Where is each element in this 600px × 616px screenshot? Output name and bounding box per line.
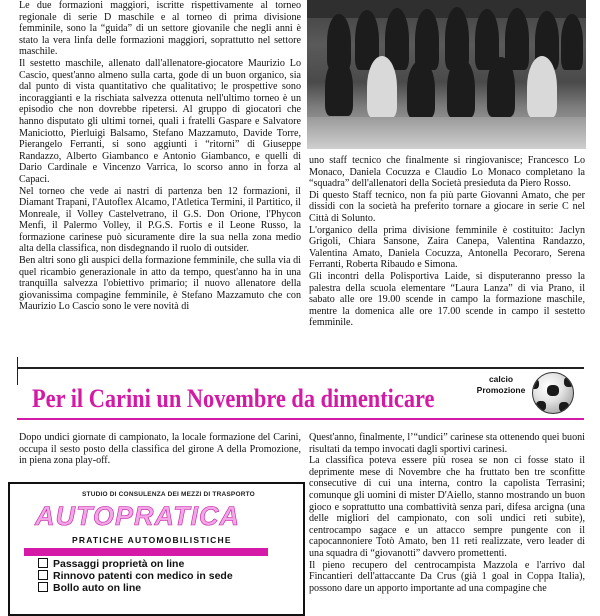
paragraph: uno staff tecnico che finalmente si ringiovanisce; Francesco Lo Monaco, Daniela Cocuzza e Claudio Lo Monaco completano la “squadra” dell'allenatori della Società presieduta da Piero Rosso. xyxy=(309,155,585,190)
photo-player xyxy=(505,8,529,70)
ad-service-label: Rinnovo patenti con medico in sede xyxy=(53,570,233,582)
photo-player xyxy=(447,58,475,118)
photo-player xyxy=(487,57,515,117)
checkbox-icon xyxy=(38,582,48,592)
divider-vertical xyxy=(17,357,18,385)
photo-player xyxy=(325,58,353,116)
paragraph: Dopo undici giornate di campionato, la locale formazione del Carini, occupa il sesto posto della classifica del girone A della Promozione, in piena zona play-off. xyxy=(19,432,301,467)
paragraph: Ben altri sono gli auspici della formazione femminile, che sulla via di quel ricambio generazionale in atto da tempo, quest'anno ha in una tranquilla salvezza l'obiettivo primario; il nuovo allenatore della giovanissima compagine femminile, è Stefano Mazzamuto che con Maurizio Lo Cascio sono le vere novità di xyxy=(19,255,301,313)
paragraph: Il sestetto maschile, allenato dall'allenatore-giocatore Maurizio Lo Cascio, quest'anno almeno sulla carta, gode di un buon organico, sia dal punto di vista quantitativo che qualitativo; le prospettive sono incoraggianti e la rischiata salvezza ottenuta nell'ultimo torneo è un episodio che non dovrebbe ripetersi. Al gruppo di giocatori che hanno disputato gli ultimi tornei, quali i fratelli Gaspare e Salvatore Maniciotto, Pierluigi Balsamo, Stefano Mazzamuto, Davide Torre, Pierangelo Ferranti, si sono aggiunti i “ritorni” di Giuseppe Randazzo, Alberto Giambanco e Antonio Giambanco, e quelli di Dario Cardinale e Vincenzo Varrica, lo scorso anno in forza al Capaci. xyxy=(19,57,301,185)
checkbox-icon xyxy=(38,558,48,568)
paragraph: Nel torneo che vede ai nastri di partenza ben 12 formazioni, il Diamant Trapani, l'Autoflex Alcamo, l'Atletica Termini, il Partitico, il Monreale, il Volley Castelvetrano, il G.S. Don Orione, l'Phycon Menfi, il Palermo Volley, il P.G.S. Fortis e il Leone Russo, la formazione carinese può sicuramente dire la sua nella zona medio alta della classifica, non disdegnando il ruolo di outsider. xyxy=(19,185,301,255)
paragraph: Gli incontri della Polisportiva Laide, si disputeranno presso la palestra della scuola elementare “Laura Lanza” di via Prano, il sabato alle ore 19.00 scende in campo la formazione maschile, mentre la domenica alle ore 17.00 scende in campo il sestetto femminile. xyxy=(309,270,585,329)
list-item xyxy=(38,558,288,570)
ad-service-label: Passaggi proprietà on line xyxy=(53,558,185,570)
divider-headline xyxy=(17,418,584,420)
photo-player xyxy=(527,56,557,118)
section-sport: calcio xyxy=(488,374,514,384)
advertisement-autopratica xyxy=(8,482,305,616)
headline: Per il Carini un Novembre da dimenticare xyxy=(32,384,435,413)
section-label xyxy=(476,374,526,396)
article-column-top-left xyxy=(19,0,301,348)
paragraph: L'organico della prima divisione femminile è costituito: Jaclyn Grigoli, Chiara Sansone, Zaira Canepa, Valentina Randazzo, Valentina Amato, Daniela Cocuzza, Antonella Pecoraro, Serena Ferranti, Roberta Ribaudo e Simona. xyxy=(309,224,585,271)
ad-header: STUDIO DI CONSULENZA DEI MEZZI DI TRASPORTO xyxy=(82,491,255,498)
photo-player xyxy=(367,56,397,118)
paragraph: Le due formazioni maggiori, iscritte rispettivamente al torneo regionale di serie D maschile e al torneo di prima divisione femminile, sono la “guida” di un settore giovanile che negli anni è stato la vera linfa delle formazioni maggiori, soprattutto nel settore maschile. xyxy=(19,0,301,58)
football-icon xyxy=(532,372,574,414)
team-photo xyxy=(307,0,586,149)
article-column-bottom-right xyxy=(309,432,585,600)
checkbox-icon xyxy=(38,570,48,580)
photo-player xyxy=(561,14,583,70)
ad-logo: AUTOPRATICA xyxy=(35,501,240,531)
article-column-top-right xyxy=(309,155,585,347)
ad-tagline: PRATICHE AUTOMOBILISTICHE xyxy=(72,535,232,545)
photo-player xyxy=(407,60,435,118)
paragraph: Di questo Staff tecnico, non fa più parte Giovanni Amato, che per dissidi con la società ha preferito tornare a giocare in serie C nel Città di Solunto. xyxy=(309,189,585,224)
article-column-bottom-left xyxy=(19,432,301,467)
list-item xyxy=(38,570,288,582)
divider-top xyxy=(17,367,584,369)
paragraph: Il pieno recupero del centrocampista Mazzola e l'arrivo dal Fincantieri dell'attaccante Da Crus (già 1 goal in Coppa Italia), possono dare un apporto importante ad una compagine che xyxy=(309,559,585,594)
ad-services-list xyxy=(38,558,288,594)
list-item xyxy=(38,582,288,594)
paragraph: La classifica poteva essere più rosea se non ci fosse stato il deprimente mese di Novembre che ha fruttato ben tre sconfitte consecutive di cui una interna, contro la capolista Terrasini; comunque gli uomini di mister D'Aiello, stanno mostrando un buon gioco e soprattutto una combattività senza pari, difesa arcigna (una delle migliori del campionato, con soli undici reti subite), centrocampo sagace e un attacco sempre pungente con il capocannoniere Totò Amato, ben 11 reti realizzate, vero leader di una squadra di “giovanotti” davvero promettenti. xyxy=(309,455,585,559)
section-league: Promozione xyxy=(476,385,526,395)
photo-floor xyxy=(307,117,586,149)
paragraph: Quest'anno, finalmente, l’“undici” carinese sta ottenendo quei buoni risultati da tempo invocati dagli sportivi carinesi. xyxy=(309,432,585,455)
ad-service-label: Bollo auto on line xyxy=(53,582,142,594)
ad-color-bar xyxy=(24,548,268,556)
